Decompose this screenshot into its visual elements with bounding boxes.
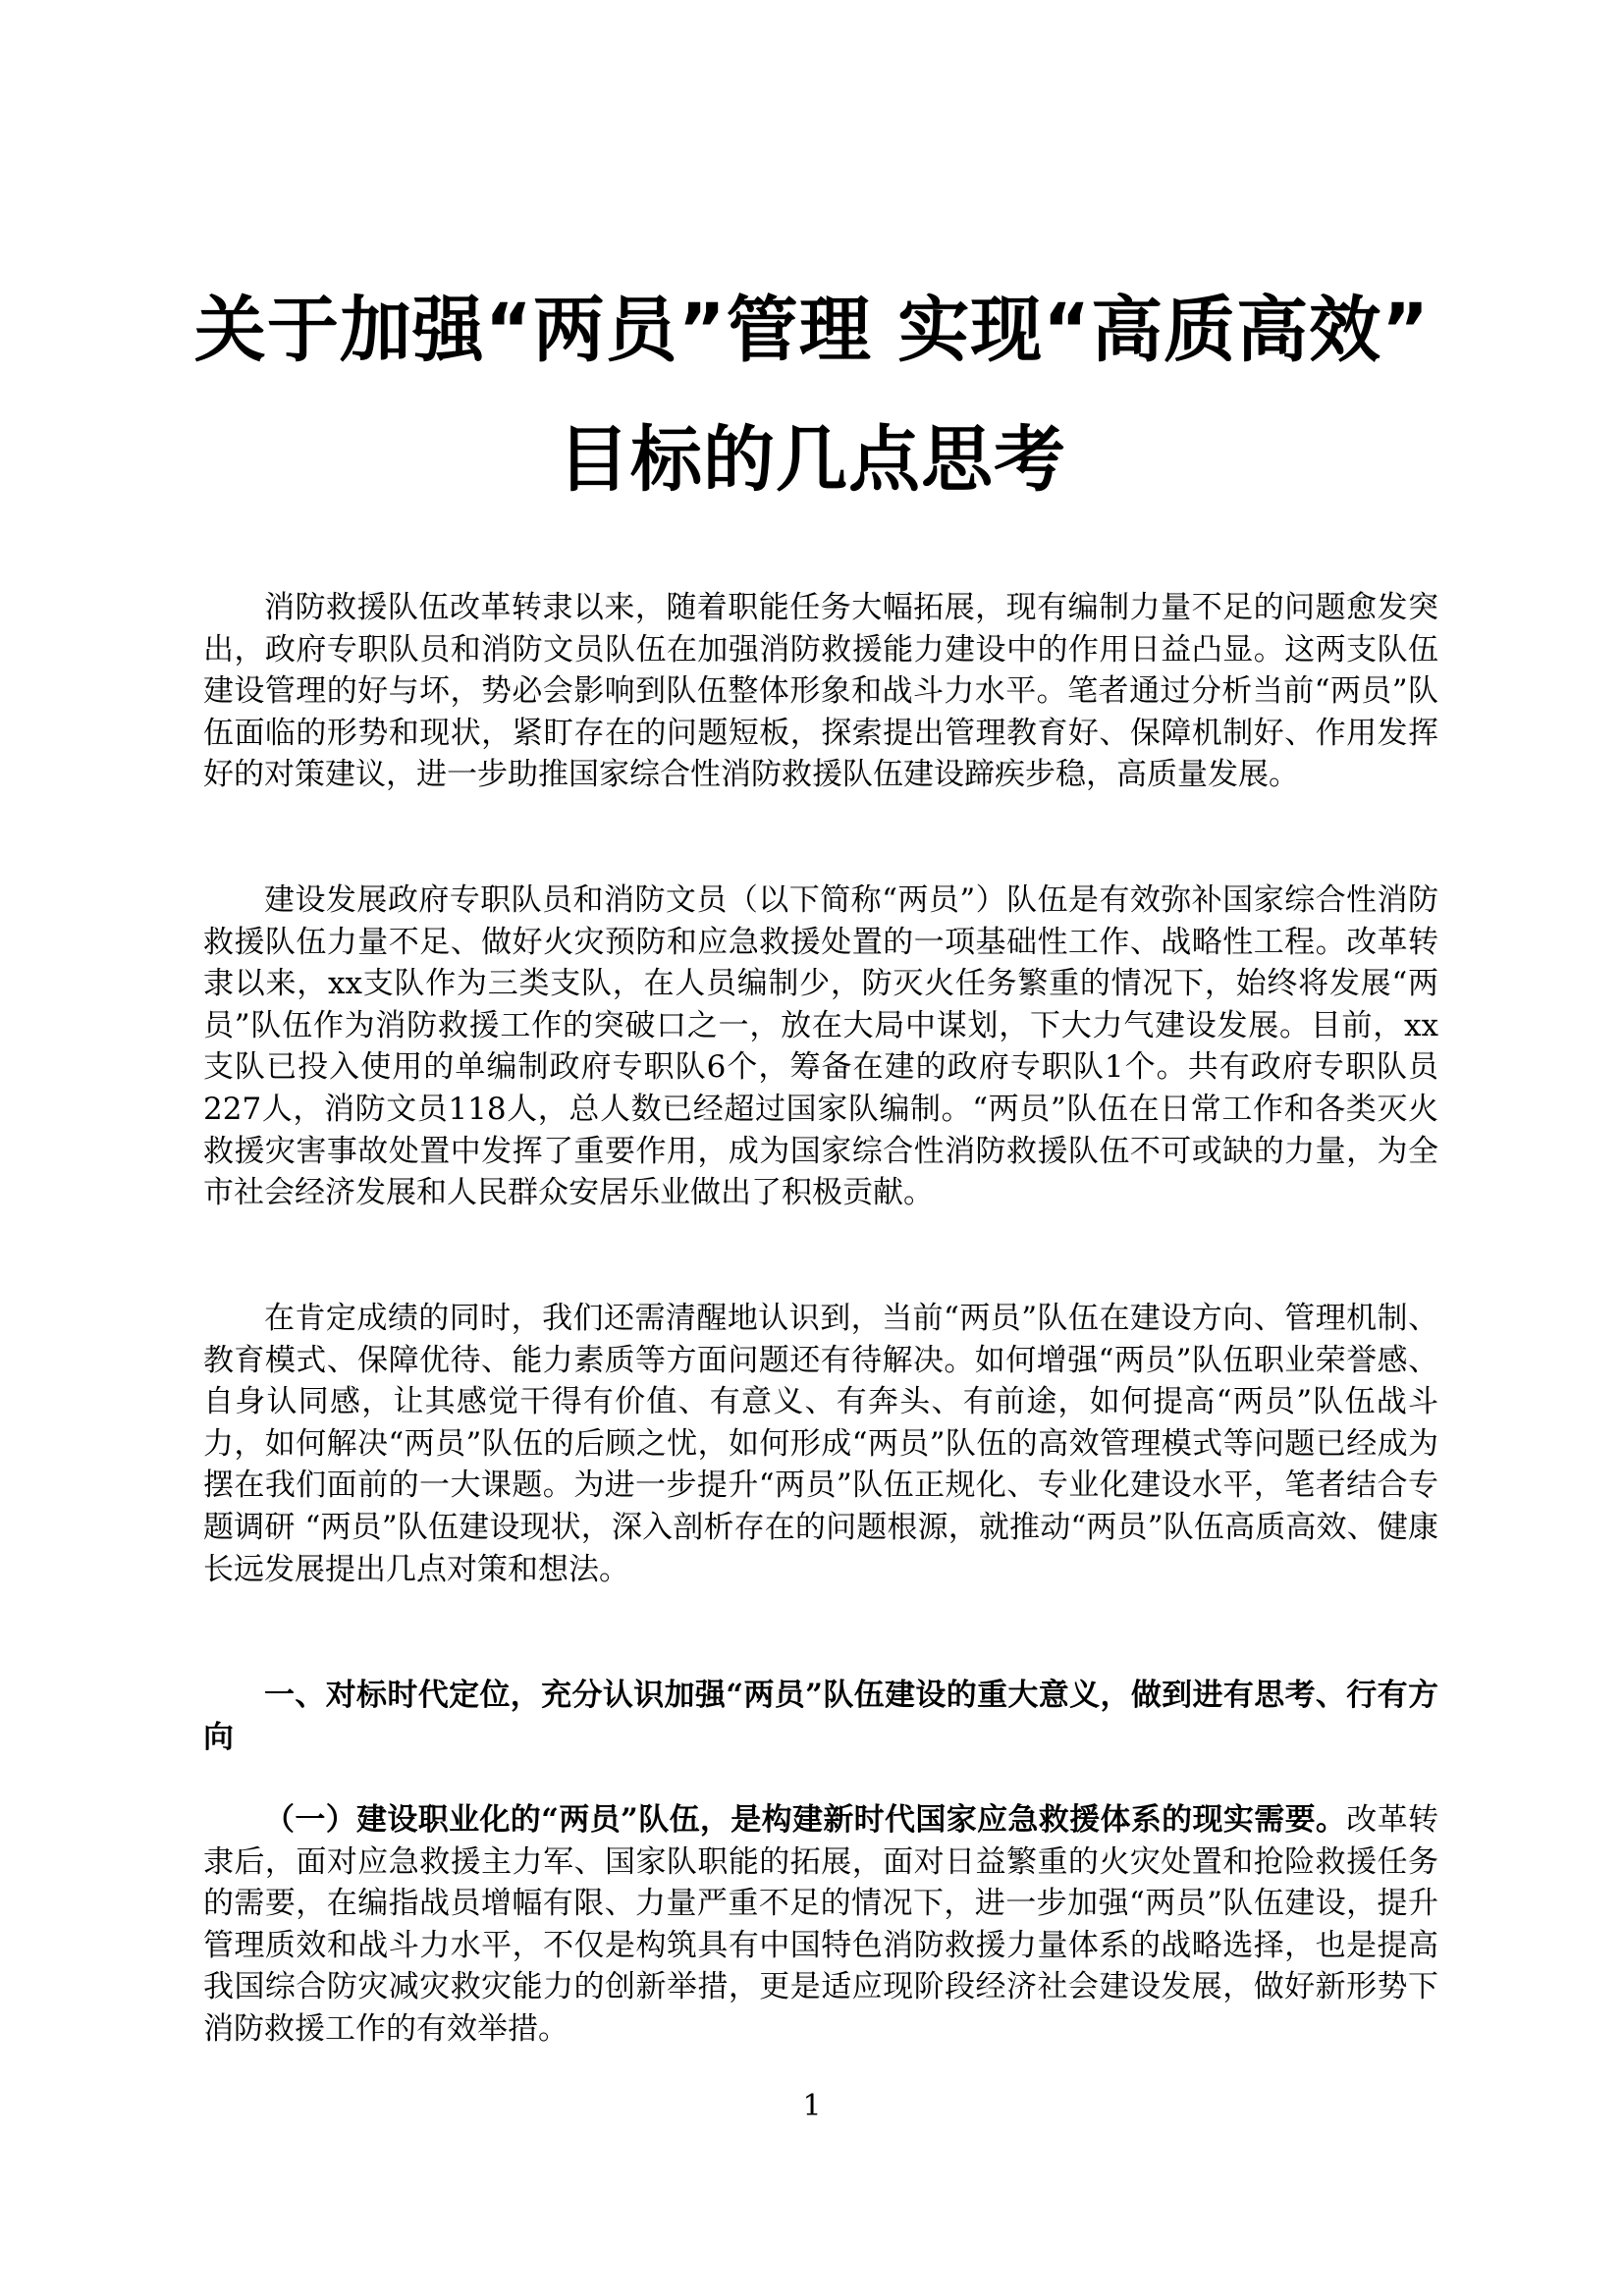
document-title-line-1: 关于加强“两员”管理 实现“高质高效” xyxy=(193,289,1431,372)
subsection-1-body: 改革转隶后，面对应急救援主力军、国家队职能的拓展，面对日益繁重的火灾处置和抢险救援任务的需要，在编指战员增幅有限、力量严重不足的情况下，进一步加强“两员”队伍建设，提升管理质效和战斗力水平，不仅是构筑具有中国特色消防救援力量体系的战略选择，也是提高我国综合防灾减灾救灾能力的创新举措，更是适应现阶段经济社会建设发展，做好新形势下消防救援工作的有效举措。 xyxy=(203,1802,1438,2047)
document-title-line-2: 目标的几点思考 xyxy=(558,418,1066,502)
paragraph-intro: 消防救援队伍改革转隶以来，随着职能任务大幅拓展，现有编制力量不足的问题愈发突出，政府专职队员和消防文员队伍在加强消防救援能力建设中的作用日益凸显。这两支队伍建设管理的好与坏，势必会影响到队伍整体形象和战斗力水平。笔者通过分析当前“两员”队伍面临的形势和现状，紧盯存在的问题短板，探索提出管理教育好、保障机制好、作用发挥好的对策建议，进一步助推国家综合性消防救援队伍建设蹄疾步稳，高质量发展。 xyxy=(203,590,1438,793)
subsection-1 xyxy=(203,1799,1438,2051)
subsection-1-lead: （一）建设职业化的“两员”队伍，是构建新时代国家应急救援体系的现实需要。 xyxy=(264,1802,1347,1838)
paragraph-problems: 在肯定成绩的同时，我们还需清醒地认识到，当前“两员”队伍在建设方向、管理机制、教育模式、保障优待、能力素质等方面问题还有待解决。如何增强“两员”队伍职业荣誉感、自身认同感，让其感觉干得有价值、有意义、有奔头、有前途，如何提高“两员”队伍战斗力，如何解决“两员”队伍的后顾之忧，如何形成“两员”队伍的高效管理模式等问题已经成为摆在我们面前的一大课题。为进一步提升“两员”队伍正规化、专业化建设水平，笔者结合专题调研 “两员”队伍建设现状，深入剖析存在的问题根源，就推动“两员”队伍高质高效、健康长远发展提出几点对策和想法。 xyxy=(203,1301,1438,1587)
page-number: 1 xyxy=(802,2089,822,2123)
paragraph-background: 建设发展政府专职队员和消防文员（以下简称“两员”）队伍是有效弥补国家综合性消防救援队伍力量不足、做好火灾预防和应急救援处置的一项基础性工作、战略性工程。改革转隶以来，xx支队作为三类支队，在人员编制少，防灭火任务繁重的情况下，始终将发展“两员”队伍作为消防救援工作的突破口之一，放在大局中谋划，下大力气建设发展。目前，xx支队已投入使用的单编制政府专职队6个，筹备在建的政府专职队1个。共有政府专职队员227人，消防文员118人，总人数已经超过国家队编制。“两员”队伍在日常工作和各类灭火救援灾害事故处置中发挥了重要作用，成为国家综合性消防救援队伍不可或缺的力量，为全市社会经济发展和人民群众安居乐业做出了积极贡献。 xyxy=(203,882,1438,1211)
section-heading-1: 一、对标时代定位，充分认识加强“两员”队伍建设的重大意义，做到进有思考、行有方向 xyxy=(203,1678,1438,1755)
